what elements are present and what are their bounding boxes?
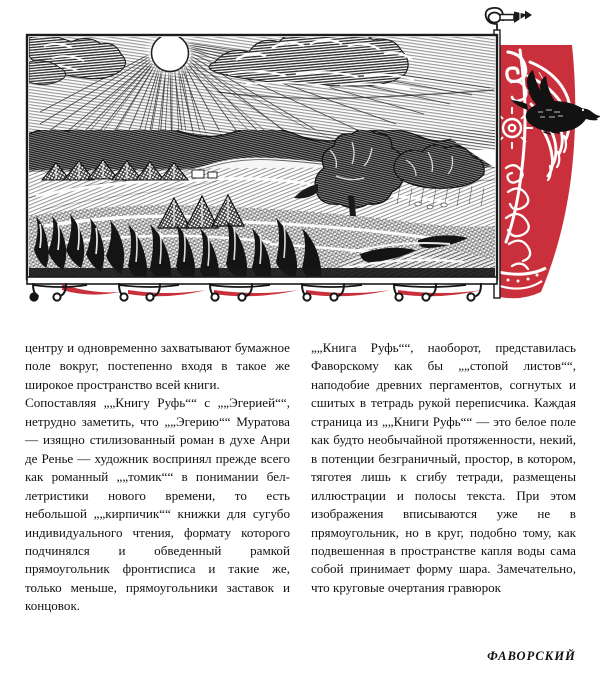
panel-bottom-rail [27,277,497,284]
article-body [25,339,576,616]
engraving-canvas [0,0,600,320]
page-footer [25,647,576,665]
paragraph: „„Книга Руфь““, наоборот, представилась Фаворскому как бы „„стопой листов““, наподобие древних пергаментов, согнутых и сшитых в тетрадь рукой переписчика. Каждая страница из „„Книги Руфь““ — это белое поле как будто необычайной протяженности, некий, в потенции безграничный, простор, в котором, тяготея лишь к сгибу тетради, размещены иллюстрации и полосы текста. При этом изображения вписываются уже не в прямоугольник, но в круг, подобно тому, как подвешенная в пространстве капля воды сама собой принимает форму шара. Замечательно, что круговые очертания гравюрок [311,340,576,595]
author-signature: ФАВОРСКИЙ [487,649,576,663]
paragraph: Сопоставляя „„Книгу Руфь““ с „„Эгерией““, нетрудно заметить, что „„Эгерию““ Муратова — изящно стилизованный роман в духе Анри де Ренье — художник воспринял прежде всего как романный „„томик““ в понимании беллетристики нового времени, то есть небольшой „„кирпичик““ книжки для сугубо индивидуального чтения, формату которого подчинялся и обведенный рамкой прямоугольник фронтисписа и такие же, только меньше, прямоугольники заставок и концовок. [25,395,290,614]
paragraph: центру и одновременно захватывают бумажное поле вокруг, постепенно входя в такое же широкое пространство всей книги. [25,340,290,392]
hanging-hooks [30,284,482,301]
engraving-scene [29,27,495,286]
text-column-right [311,339,576,616]
illustration-figure [0,0,600,320]
text-column-left [25,339,290,616]
pole-finial-icon [486,8,532,30]
